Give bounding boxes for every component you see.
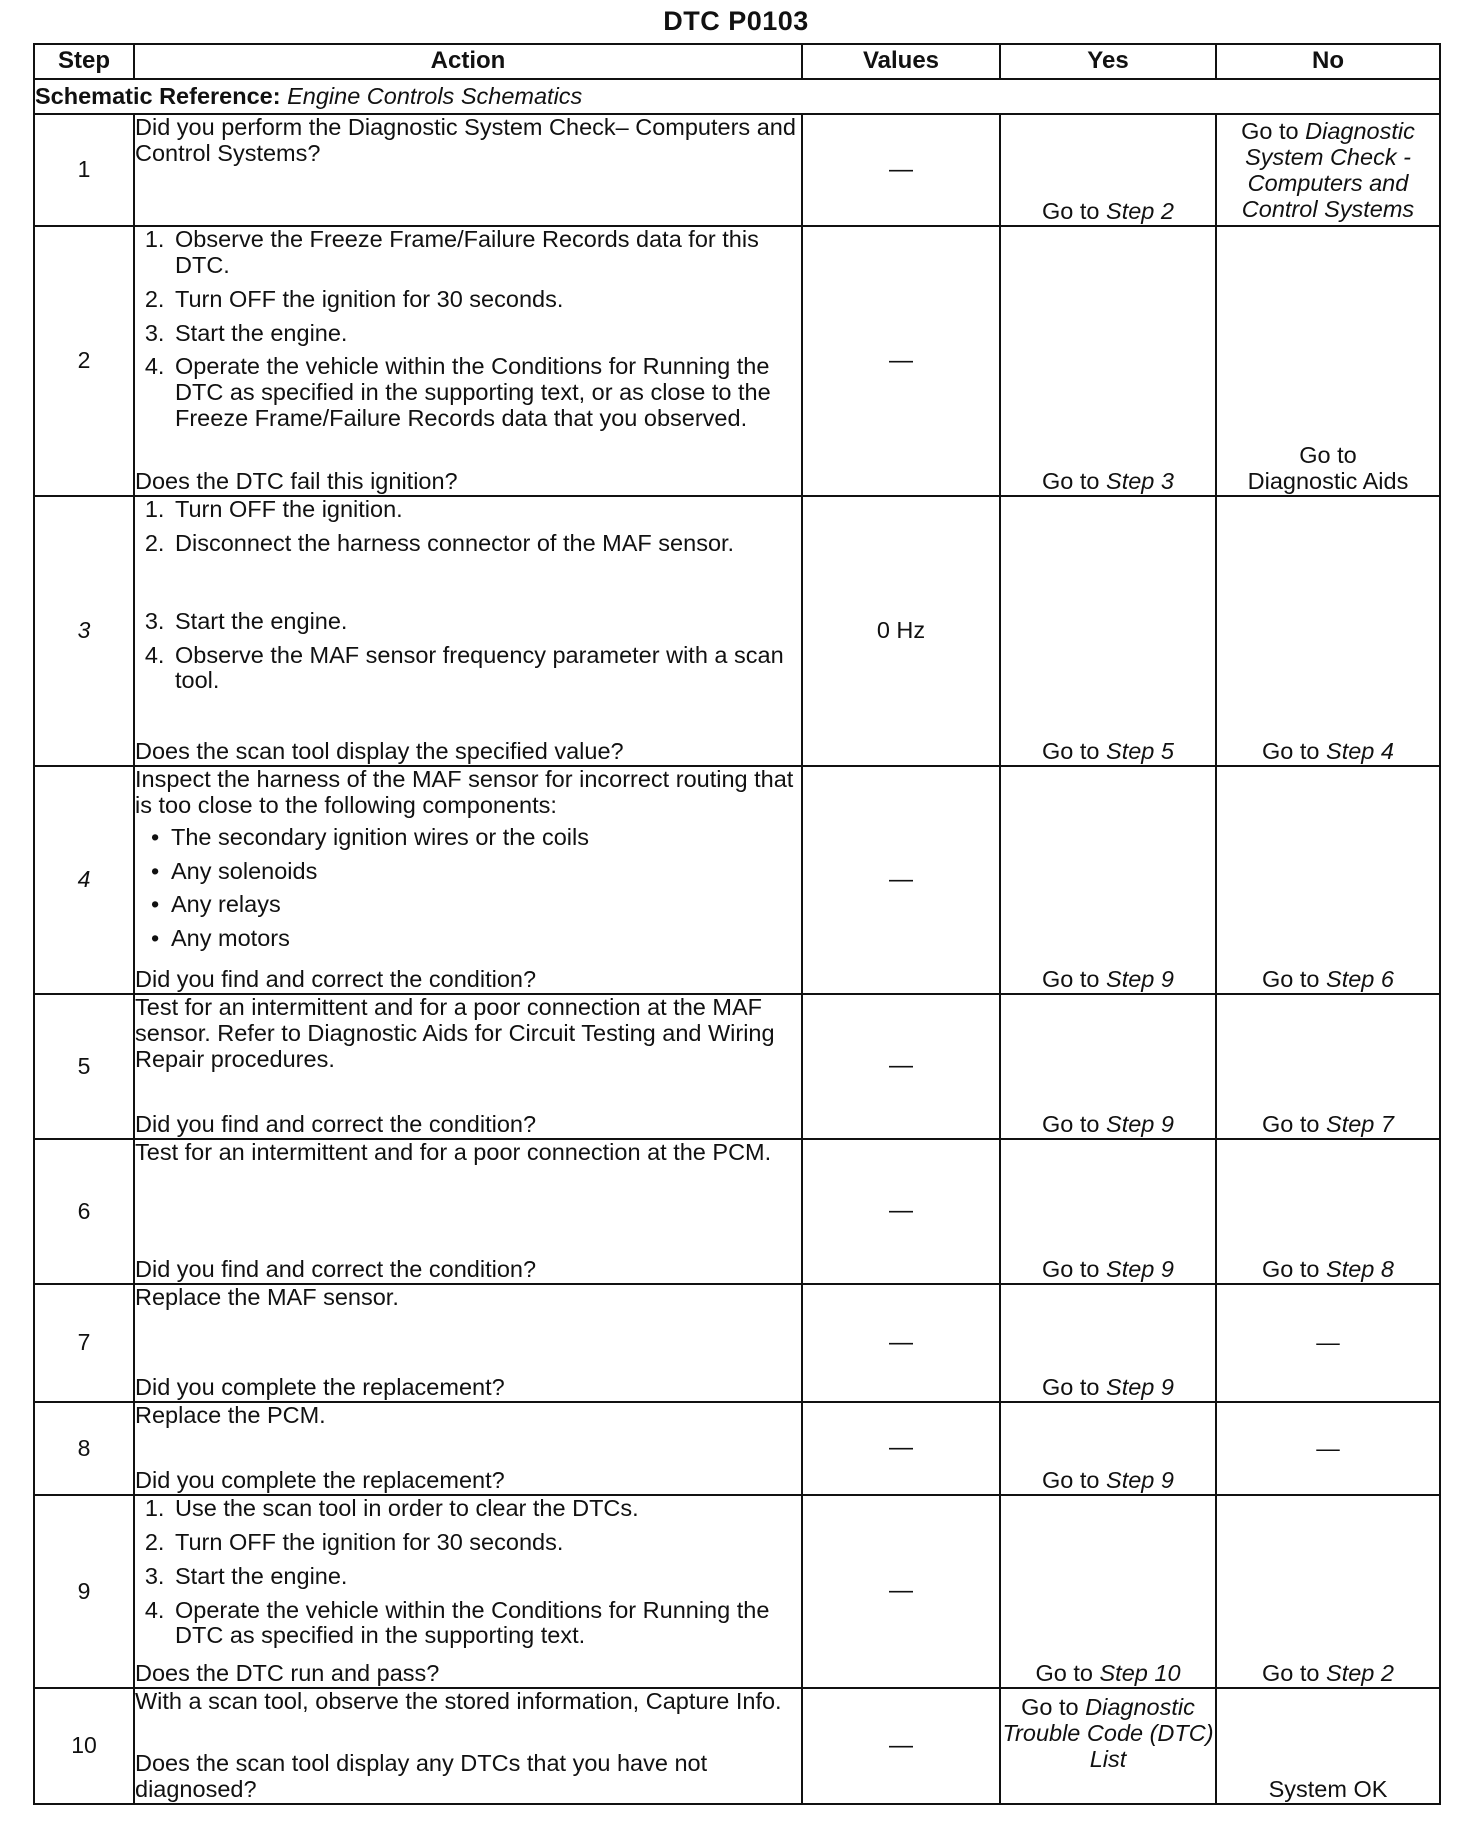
action-question: Did you find and correct the condition? (135, 966, 537, 993)
yes-prefix: Go to (1042, 1467, 1100, 1494)
no-prefix: Go to (1262, 966, 1320, 993)
schematic-reference-row (34, 79, 1440, 114)
yes-target: Diagnostic Trouble Code (DTC) List (1002, 1694, 1214, 1772)
header-action: Action (134, 44, 802, 79)
substep-list (135, 227, 801, 440)
action-question: Did you complete the replacement? (135, 1374, 505, 1401)
step-number: 2 (34, 226, 134, 496)
no-text: — (1316, 1329, 1340, 1356)
substep: 4. Operate the vehicle within the Conditions for Running the DTC as specified in the supporting text, or as close to the Freeze Frame/Failure Records data that you observed. (171, 354, 801, 432)
step-number: 5 (34, 994, 134, 1139)
action-question: Does the scan tool display the specified value? (135, 738, 624, 765)
table-row (34, 496, 1440, 766)
substep-list (135, 497, 801, 557)
yes-target: Step 5 (1106, 738, 1174, 765)
action-text: Replace the PCM. (135, 1402, 326, 1428)
value-cell (802, 1688, 1000, 1804)
bullet-item: • Any relays (171, 892, 801, 918)
substep: 3. Start the engine. (171, 609, 801, 635)
value-text: — (889, 1197, 913, 1225)
bullet-item: • Any solenoids (171, 859, 801, 885)
yes-target: Step 9 (1106, 1111, 1174, 1138)
schematic-reference-value: Engine Controls Schematics (287, 82, 583, 109)
action-question: Did you complete the replacement? (135, 1467, 505, 1494)
value-cell (802, 1139, 1000, 1284)
no-prefix: Go to (1262, 738, 1320, 765)
no-text: System OK (1268, 1776, 1388, 1803)
header-values: Values (802, 44, 1000, 79)
table-row (34, 1495, 1440, 1688)
no-target: Diagnostic Aids (1247, 468, 1409, 495)
value-text: — (889, 1328, 913, 1356)
no-cell (1216, 1284, 1440, 1402)
no-prefix: Go to (1262, 1111, 1320, 1138)
substep-list (135, 1496, 801, 1657)
no-prefix: Go to (1299, 442, 1357, 469)
substep: 2. Turn OFF the ignition for 30 seconds. (171, 1530, 801, 1556)
step-number: 10 (34, 1688, 134, 1804)
no-text: — (1316, 1434, 1340, 1461)
substep: 4. Operate the vehicle within the Conditions for Running the DTC as specified in the supporting text. (171, 1598, 801, 1650)
action-question: Does the DTC fail this ignition? (135, 468, 458, 495)
value-text: — (889, 346, 913, 374)
bullet-list (135, 825, 801, 952)
action-question: Did you find and correct the condition? (135, 1256, 537, 1283)
yes-cell (1000, 1402, 1216, 1495)
no-cell (1216, 766, 1440, 994)
substep-list (135, 609, 801, 695)
value-cell (802, 994, 1000, 1139)
no-cell (1216, 1688, 1440, 1804)
yes-cell (1000, 114, 1216, 226)
yes-cell (1000, 1688, 1216, 1804)
value-text: 0 Hz (876, 617, 926, 644)
yes-target: Step 2 (1106, 198, 1174, 225)
action-cell (134, 1688, 802, 1804)
header-yes: Yes (1000, 44, 1216, 79)
bullet-item: • The secondary ignition wires or the coils (171, 825, 801, 851)
no-target: Step 7 (1326, 1111, 1394, 1138)
step-number: 7 (34, 1284, 134, 1402)
schematic-reference (34, 79, 1440, 114)
no-target: Step 8 (1326, 1256, 1394, 1283)
yes-cell (1000, 1139, 1216, 1284)
no-cell (1216, 1139, 1440, 1284)
substep: 2. Turn OFF the ignition for 30 seconds. (171, 287, 801, 313)
action-cell (134, 226, 802, 496)
action-cell (134, 114, 802, 226)
value-cell (802, 496, 1000, 766)
value-text: — (889, 1731, 913, 1759)
header-no: No (1216, 44, 1440, 79)
yes-target: Step 9 (1106, 966, 1174, 993)
yes-prefix: Go to (1042, 468, 1100, 495)
table-row (34, 1688, 1440, 1804)
yes-prefix: Go to (1042, 738, 1100, 765)
table-row (34, 114, 1440, 226)
table-row (34, 1402, 1440, 1495)
value-text: — (889, 1577, 913, 1605)
yes-target: Step 9 (1106, 1374, 1174, 1401)
no-cell (1216, 496, 1440, 766)
action-question: Did you find and correct the condition? (135, 1111, 537, 1138)
no-target: Diagnostic System Check - Computers and Control Systems (1241, 118, 1415, 222)
no-target: Step 4 (1326, 738, 1394, 765)
value-cell (802, 114, 1000, 226)
action-cell (134, 1284, 802, 1402)
step-number: 1 (34, 114, 134, 226)
value-text: — (889, 1052, 913, 1080)
yes-prefix: Go to (1042, 1256, 1100, 1283)
yes-prefix: Go to (1021, 1694, 1079, 1720)
yes-target: Step 9 (1106, 1467, 1174, 1494)
step-number: 4 (34, 766, 134, 994)
action-question: Does the scan tool display any DTCs that you have not diagnosed? (135, 1750, 708, 1803)
no-cell (1216, 994, 1440, 1139)
value-cell (802, 1284, 1000, 1402)
no-target: Step 2 (1326, 1660, 1394, 1687)
yes-target: Step 10 (1099, 1660, 1181, 1687)
yes-cell (1000, 1284, 1216, 1402)
value-cell (802, 1402, 1000, 1495)
no-cell (1216, 1402, 1440, 1495)
no-target: Step 6 (1326, 966, 1394, 993)
yes-prefix: Go to (1042, 1111, 1100, 1138)
action-text: Test for an intermittent and for a poor connection at the MAF sensor. Refer to Diagnostic Aids for Circuit Testing and Wiring Repair procedures. (135, 994, 775, 1072)
table-header-row (34, 44, 1440, 79)
table-row (34, 226, 1440, 496)
bullet-item: • Any motors (171, 926, 801, 952)
action-text: Test for an intermittent and for a poor connection at the PCM. (135, 1139, 772, 1165)
step-number: 9 (34, 1495, 134, 1688)
action-cell (134, 1495, 802, 1688)
yes-cell (1000, 226, 1216, 496)
yes-target: Step 9 (1106, 1256, 1174, 1283)
action-cell (134, 1402, 802, 1495)
action-text: Inspect the harness of the MAF sensor for incorrect routing that is too close to the following components: (135, 766, 794, 818)
yes-cell (1000, 994, 1216, 1139)
substep: 2. Disconnect the harness connector of the MAF sensor. (171, 531, 801, 557)
step-number: 8 (34, 1402, 134, 1495)
step-number: 3 (34, 496, 134, 766)
table-row (34, 994, 1440, 1139)
no-cell (1216, 114, 1440, 226)
action-question: Does the DTC run and pass? (135, 1660, 440, 1687)
value-cell (802, 1495, 1000, 1688)
substep: 1. Observe the Freeze Frame/Failure Records data for this DTC. (171, 227, 801, 279)
value-cell (802, 226, 1000, 496)
substep: 1. Turn OFF the ignition. (171, 497, 801, 523)
action-text: Replace the MAF sensor. (135, 1284, 399, 1310)
table-row (34, 766, 1440, 994)
yes-cell (1000, 496, 1216, 766)
table-row (34, 1284, 1440, 1402)
yes-cell (1000, 766, 1216, 994)
substep: 3. Start the engine. (171, 1564, 801, 1590)
action-cell (134, 766, 802, 994)
yes-prefix: Go to (1042, 198, 1100, 225)
action-text: With a scan tool, observe the stored information, Capture Info. (135, 1688, 782, 1714)
value-text: — (889, 155, 913, 183)
substep: 4. Observe the MAF sensor frequency parameter with a scan tool. (171, 643, 801, 695)
action-cell (134, 994, 802, 1139)
action-cell (134, 1139, 802, 1284)
header-step: Step (34, 44, 134, 79)
yes-cell (1000, 1495, 1216, 1688)
yes-prefix: Go to (1042, 1374, 1100, 1401)
value-text: — (889, 865, 913, 893)
schematic-reference-label: Schematic Reference: (35, 82, 281, 109)
yes-prefix: Go to (1035, 1660, 1093, 1687)
no-cell (1216, 1495, 1440, 1688)
value-text: — (889, 1434, 913, 1462)
substep: 1. Use the scan tool in order to clear the DTCs. (171, 1496, 801, 1522)
value-cell (802, 766, 1000, 994)
step-number: 6 (34, 1139, 134, 1284)
dtc-table (33, 43, 1441, 1805)
no-cell (1216, 226, 1440, 496)
no-prefix: Go to (1241, 118, 1299, 144)
action-cell (134, 496, 802, 766)
no-prefix: Go to (1262, 1256, 1320, 1283)
action-text: Did you perform the Diagnostic System Check– Computers and Control Systems? (135, 114, 796, 166)
document-title: DTC P0103 (663, 6, 809, 36)
no-prefix: Go to (1262, 1660, 1320, 1687)
yes-target: Step 3 (1106, 468, 1174, 495)
yes-prefix: Go to (1042, 966, 1100, 993)
table-row (34, 1139, 1440, 1284)
substep: 3. Start the engine. (171, 321, 801, 347)
